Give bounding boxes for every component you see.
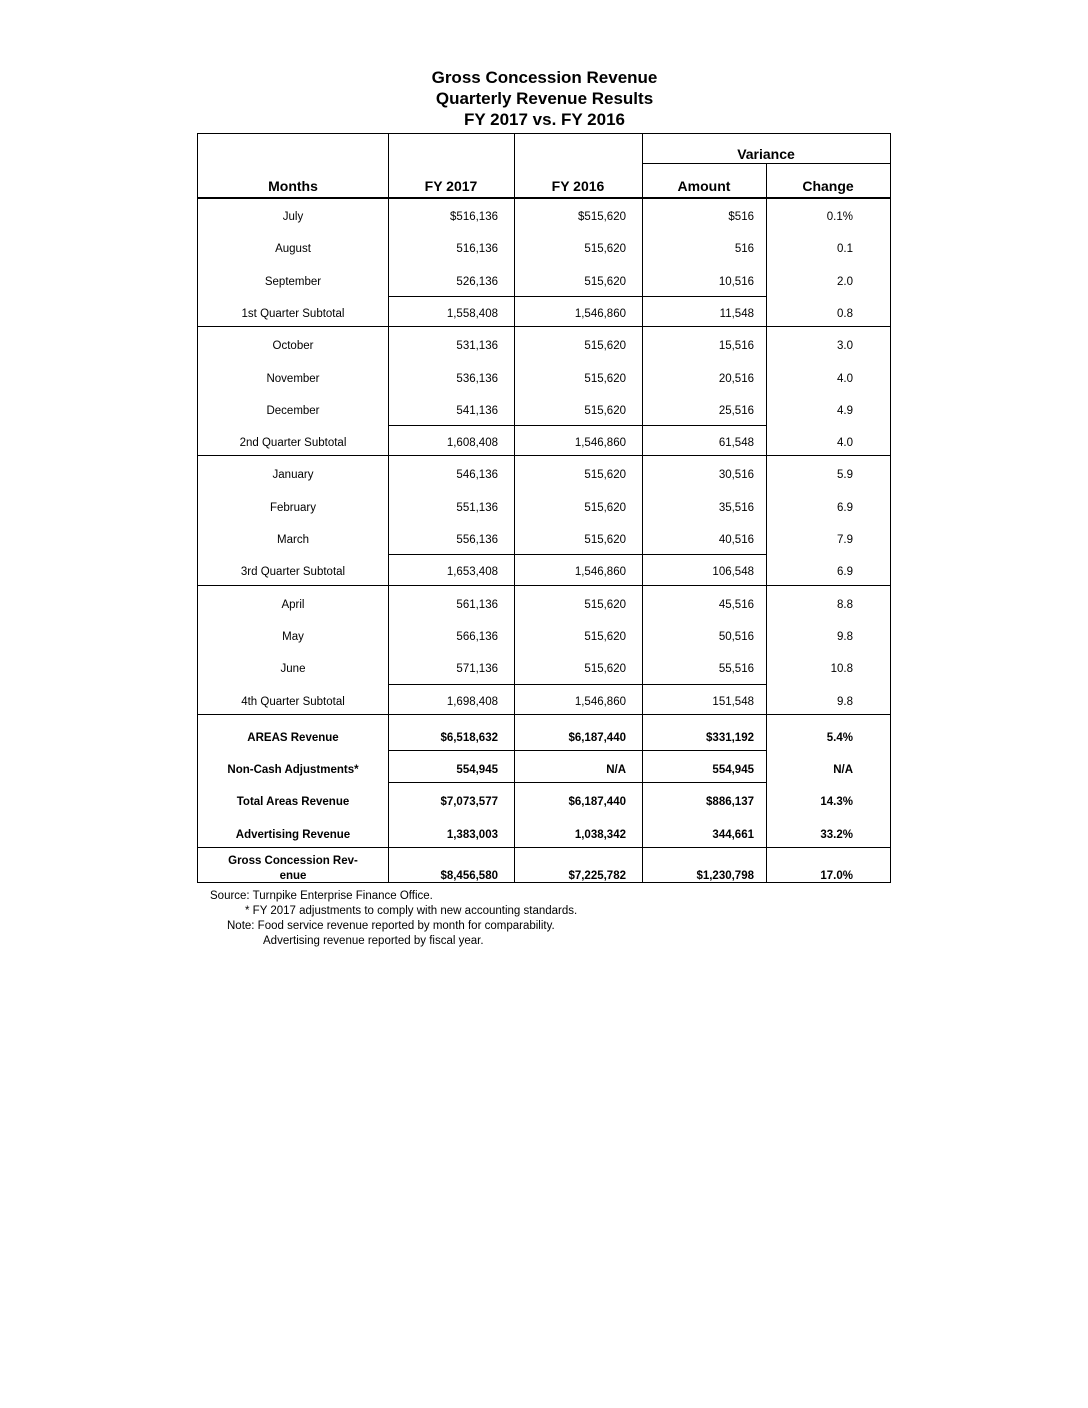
title-line-2: Quarterly Revenue Results: [435, 89, 654, 108]
subtotal-rule: [388, 296, 766, 297]
month-row-label: April: [281, 598, 305, 611]
total-row-amount: $331,192: [706, 731, 754, 744]
total-row-fy2017: $7,073,577: [440, 796, 498, 809]
note-line-2: Advertising revenue reported by fiscal year.: [263, 935, 484, 947]
month-row-label: March: [277, 534, 309, 546]
col-divider-2: [514, 134, 515, 882]
total-row-change: N/A: [833, 764, 853, 777]
header-fy2016: FY 2016: [551, 178, 605, 194]
month-row-label: February: [269, 501, 317, 514]
month-row-amount: 50,516: [718, 630, 754, 643]
header-variance: Variance: [737, 146, 795, 162]
total-row-label: Non-Cash Adjustments*: [227, 764, 359, 777]
month-row-fy2017: 566,136: [456, 630, 498, 643]
month-row-change: 4.0: [837, 372, 853, 385]
header-fy2017: FY 2017: [424, 178, 478, 194]
total-row-fy2016: $6,187,440: [568, 731, 626, 744]
month-row-label: November: [266, 372, 320, 385]
total-row-amount: $886,137: [706, 796, 754, 809]
title-line-3: FY 2017 vs. FY 2016: [464, 110, 625, 129]
month-row-fy2017: 526,136: [456, 275, 498, 288]
quarter-divider: [198, 455, 890, 456]
month-row-fy2017: $516,136: [450, 211, 498, 223]
header-change: Change: [802, 178, 854, 194]
month-row-label: August: [275, 243, 311, 256]
subtotal-row-label: 4th Quarter Subtotal: [241, 695, 345, 708]
subtotal-row-fy2017: 1,653,408: [446, 566, 498, 579]
month-row-change: 2.0: [837, 275, 853, 288]
subtotal-row-amount: 151,548: [712, 695, 754, 708]
total-row-label: Total Areas Revenue: [236, 796, 350, 809]
month-row-label: September: [264, 275, 322, 288]
header-bottom-line: [198, 197, 890, 199]
month-row-amount: 45,516: [718, 598, 754, 611]
month-row-fy2016: 515,620: [584, 404, 626, 417]
month-row-amount: $516: [728, 211, 754, 223]
total-row-amount: 344,661: [712, 828, 754, 841]
month-row-label: December: [266, 404, 320, 417]
subtotal-row-label: 1st Quarter Subtotal: [241, 307, 345, 320]
subtotal-rule: [388, 425, 766, 426]
noncash-rule: [388, 782, 766, 783]
month-row-fy2016: 515,620: [584, 243, 626, 256]
month-row-amount: 55,516: [718, 663, 754, 676]
subtotal-row-amount: 11,548: [719, 307, 754, 320]
month-row-change: 5.9: [837, 469, 853, 482]
total-row-fy2017: 554,945: [456, 764, 498, 777]
total-row-fy2016: $6,187,440: [568, 796, 626, 809]
month-row-amount: 516: [734, 243, 754, 256]
source-note: Source: Turnpike Enterprise Finance Office.: [210, 890, 433, 902]
areas-rule: [388, 750, 766, 751]
total-row-fy2016: N/A: [606, 764, 626, 777]
subtotal-rule: [388, 684, 766, 685]
month-row-fy2017: 551,136: [456, 501, 498, 514]
month-row-label: June: [280, 663, 306, 676]
month-row-amount: 10,516: [718, 275, 754, 288]
total-row-label: AREAS Revenue: [247, 731, 339, 744]
subtotal-rule: [388, 554, 766, 555]
subtotal-row-amount: 106,548: [712, 566, 754, 579]
subtotal-row-fy2016: 1,546,860: [574, 566, 626, 579]
grand-total-amount: $1,230,798: [696, 870, 754, 882]
subtotal-row-change: 6.9: [837, 566, 853, 579]
subtotal-row-fy2016: 1,546,860: [574, 695, 626, 708]
subtotal-row-fy2017: 1,558,408: [446, 307, 498, 320]
month-row-change: 9.8: [837, 630, 853, 643]
month-row-change: 0.1: [837, 243, 853, 256]
grand-total-change: 17.0%: [820, 870, 853, 882]
quarter-divider: [198, 326, 890, 327]
month-row-label: January: [272, 469, 314, 482]
col-divider-3: [642, 134, 643, 882]
grand-total-label-2: enue: [279, 870, 307, 882]
header-months: Months: [268, 178, 318, 194]
month-row-fy2017: 556,136: [456, 534, 498, 546]
quarter-divider: [198, 585, 890, 586]
month-row-fy2017: 516,136: [456, 243, 498, 256]
col-divider-4-header: [766, 164, 767, 198]
quarter-divider: [198, 714, 890, 715]
month-row-fy2017: 531,136: [456, 340, 498, 353]
month-row-amount: 30,516: [718, 469, 754, 482]
month-row-change: 7.9: [837, 534, 853, 546]
month-row-change: 10.8: [830, 663, 853, 676]
month-row-change: 8.8: [837, 598, 853, 611]
month-row-fy2016: 515,620: [584, 469, 626, 482]
month-row-change: 4.9: [837, 404, 853, 417]
total-row-change: 33.2%: [820, 828, 853, 841]
total-row-amount: 554,945: [712, 764, 754, 777]
col-divider-4: [766, 198, 767, 882]
total-row-fy2017: $6,518,632: [440, 731, 498, 744]
month-row-change: 3.0: [837, 340, 853, 353]
grand-total-label-1: Gross Concession Rev-: [228, 855, 358, 867]
subtotal-row-label: 3rd Quarter Subtotal: [240, 566, 346, 579]
month-row-change: 0.1%: [826, 211, 853, 223]
month-row-amount: 25,516: [718, 404, 754, 417]
month-row-amount: 20,516: [718, 372, 754, 385]
subtotal-row-fy2017: 1,698,408: [446, 695, 498, 708]
footnotes: [210, 889, 577, 949]
revenue-table: [197, 133, 891, 883]
month-row-fy2017: 536,136: [456, 372, 498, 385]
month-row-amount: 15,516: [718, 340, 754, 353]
month-row-fy2016: 515,620: [584, 340, 626, 353]
subtotal-row-fy2017: 1,608,408: [446, 437, 498, 450]
subtotal-row-change: 9.8: [837, 695, 853, 708]
month-row-fy2016: 515,620: [584, 275, 626, 288]
month-row-fy2017: 561,136: [456, 598, 498, 611]
title-line-1: Gross Concession Revenue: [431, 68, 658, 87]
subtotal-row-change: 4.0: [837, 437, 853, 450]
month-row-label: July: [282, 211, 304, 223]
grand-divider: [198, 847, 890, 848]
month-row-fy2017: 571,136: [456, 663, 498, 676]
subtotal-row-amount: 61,548: [718, 437, 754, 450]
total-row-fy2016: 1,038,342: [574, 828, 626, 841]
month-row-fy2016: 515,620: [584, 630, 626, 643]
month-row-label: May: [282, 630, 304, 643]
month-row-fy2016: $515,620: [578, 211, 626, 223]
total-row-change: 14.3%: [820, 796, 853, 809]
header-amount: Amount: [677, 178, 731, 194]
total-row-label: Advertising Revenue: [235, 828, 351, 841]
note-line-1: Note: Food service revenue reported by month for comparability.: [227, 920, 555, 932]
report-title: [198, 67, 891, 130]
total-row-fy2017: 1,383,003: [446, 828, 498, 841]
subtotal-row-fy2016: 1,546,860: [574, 307, 626, 320]
month-row-fy2016: 515,620: [584, 372, 626, 385]
subtotal-row-label: 2nd Quarter Subtotal: [239, 437, 347, 450]
total-row-change: 5.4%: [826, 731, 853, 744]
month-row-fy2016: 515,620: [584, 534, 626, 546]
subtotal-row-fy2016: 1,546,860: [574, 437, 626, 450]
month-row-fy2016: 515,620: [584, 598, 626, 611]
month-row-fy2016: 515,620: [584, 663, 626, 676]
month-row-fy2017: 541,136: [456, 404, 498, 417]
month-row-label: October: [272, 340, 314, 353]
month-row-fy2016: 515,620: [584, 501, 626, 514]
month-row-amount: 40,516: [718, 534, 754, 546]
subtotal-row-change: 0.8: [837, 307, 853, 320]
month-row-fy2017: 546,136: [456, 469, 498, 482]
grand-total-fy2016: $7,225,782: [568, 870, 626, 882]
month-row-change: 6.9: [837, 501, 853, 514]
grand-total-fy2017: $8,456,580: [440, 870, 498, 882]
asterisk-note: * FY 2017 adjustments to comply with new accounting standards.: [245, 905, 578, 917]
month-row-amount: 35,516: [718, 501, 754, 514]
